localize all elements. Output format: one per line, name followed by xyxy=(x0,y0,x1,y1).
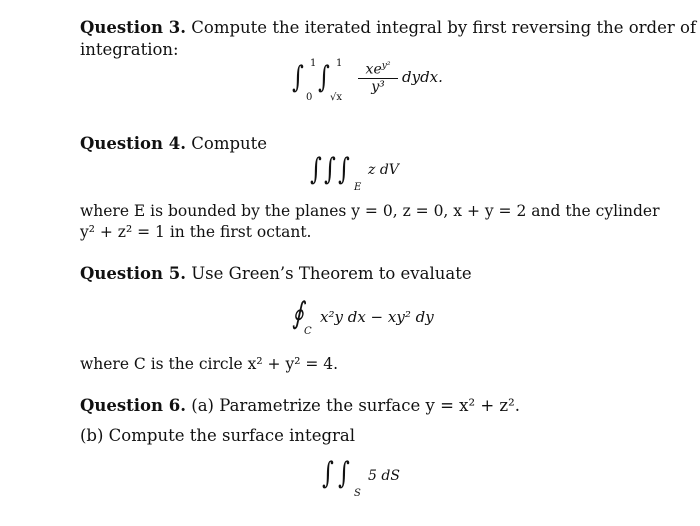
q3-numerator-base: xe xyxy=(365,61,382,78)
q3-line-1 xyxy=(80,18,696,38)
q5-where-line: where C is the circle x² + y² = 4. xyxy=(80,355,339,373)
q3-label: Question 3. xyxy=(80,18,187,37)
q6-integral-sign-1: ∫ xyxy=(322,456,334,491)
q4-text: Compute xyxy=(191,134,268,153)
q5-text: Use Green’s Theorem to evaluate xyxy=(191,264,472,283)
q3-fraction xyxy=(358,58,398,95)
q5-label: Question 5. xyxy=(80,264,187,283)
q3-inner-lower: √x xyxy=(330,92,343,103)
q5-contour-integral-sign: ∮ xyxy=(292,296,304,331)
q3-outer-lower: 0 xyxy=(306,92,313,103)
q5-line-1 xyxy=(80,264,472,284)
q6-integral-sign-2: ∫ xyxy=(338,456,350,491)
q3-denominator: y³ xyxy=(371,78,385,95)
q6-part-a: (a) Parametrize the surface y = x² + z². xyxy=(191,396,520,415)
q3-outer-upper: 1 xyxy=(310,58,317,69)
q4-label: Question 4. xyxy=(80,134,187,153)
q5-line-integral xyxy=(292,296,452,340)
q6-integrand: 5 dS xyxy=(368,468,400,484)
q3-inner-upper: 1 xyxy=(336,58,343,69)
q3-numerator xyxy=(358,58,398,79)
q4-where-line-1: where E is bounded by the planes y = 0, z = 0, x + y = 2 and the cylinder xyxy=(80,202,660,220)
q4-where-line-2: y² + z² = 1 in the first octant. xyxy=(80,223,312,241)
q4-line-1 xyxy=(80,134,267,154)
q4-integral-sign-1: ∫ xyxy=(310,152,322,187)
q6-surface: S xyxy=(354,488,361,499)
q6-surface-integral xyxy=(322,454,432,502)
q4-triple-integral xyxy=(310,152,430,196)
q4-integrand: z dV xyxy=(368,162,399,178)
q5-curve: C xyxy=(304,326,312,337)
q3-integral xyxy=(292,56,452,106)
q3-text-2: integration: xyxy=(80,40,179,59)
q6-part-b: (b) Compute the surface integral xyxy=(80,426,356,445)
q3-numerator-exp: y² xyxy=(381,61,391,71)
q4-integral-sign-2: ∫ xyxy=(324,152,336,187)
q6-label: Question 6. xyxy=(80,396,187,415)
q3-outer-integral-sign: ∫ xyxy=(292,60,304,95)
q6-line-1 xyxy=(80,396,520,416)
q3-differentials: dydx. xyxy=(402,68,443,86)
q3-inner-integral-sign: ∫ xyxy=(318,60,330,95)
q4-region: E xyxy=(354,182,362,193)
q3-text: Compute the iterated integral by first reversing the order of xyxy=(191,18,697,37)
q4-integral-sign-3: ∫ xyxy=(338,152,350,187)
q3-line-2 xyxy=(80,40,179,60)
q5-integrand: x²y dx − xy² dy xyxy=(320,308,434,326)
